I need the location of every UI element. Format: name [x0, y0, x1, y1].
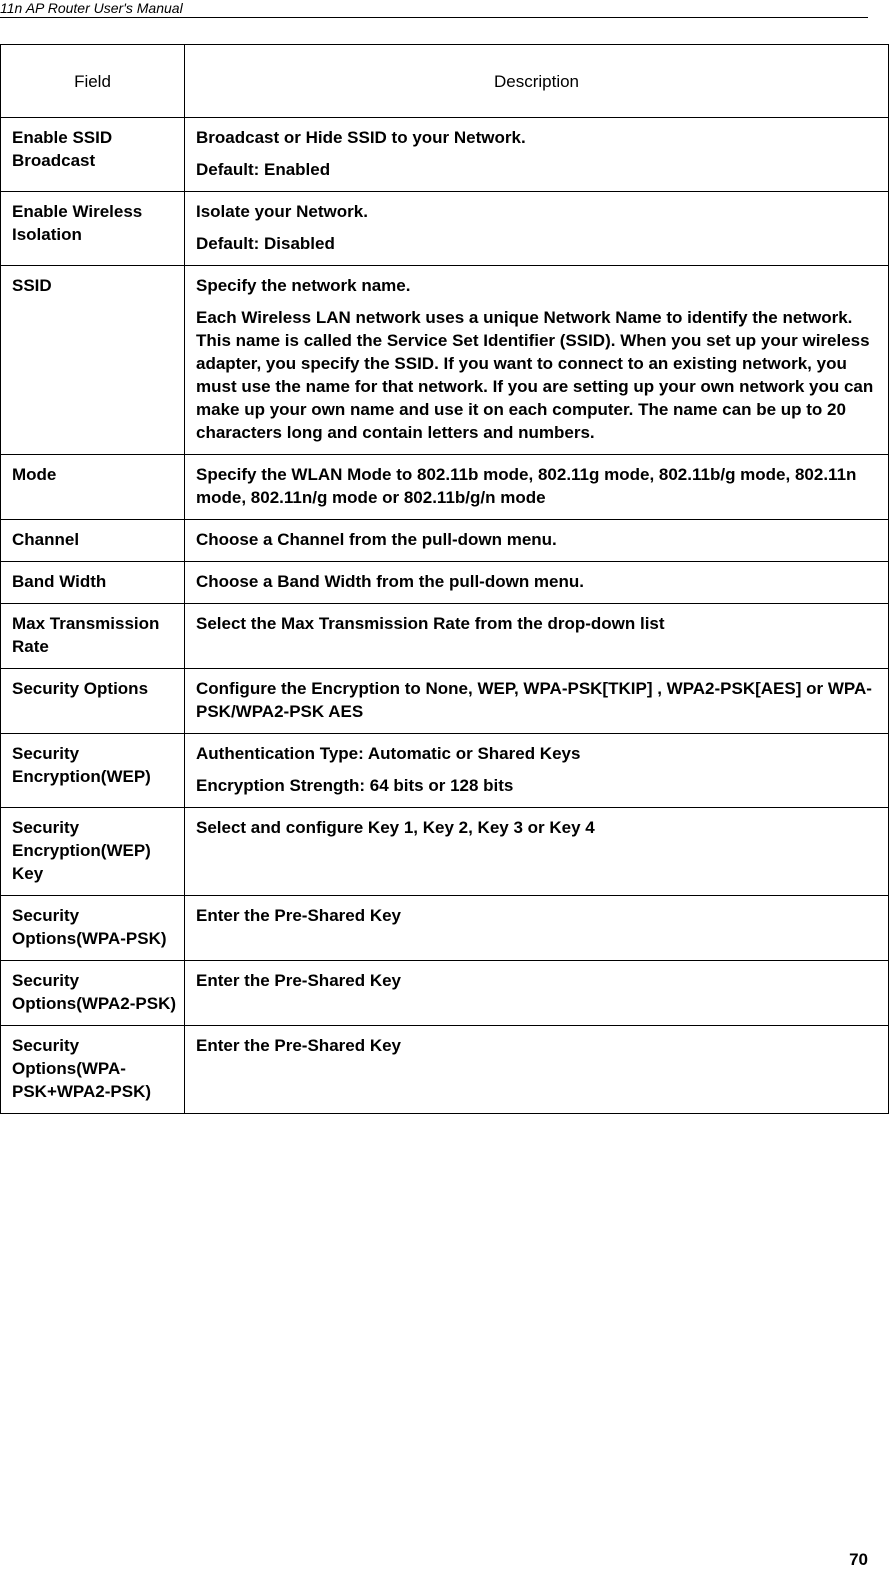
description-paragraph: Choose a Channel from the pull-down menu.: [196, 530, 557, 549]
field-description: [185, 669, 889, 734]
field-description: [185, 604, 889, 669]
table-row: [1, 455, 889, 520]
field-name: Security Encryption(WEP) Key: [1, 808, 185, 896]
field-name: Security Encryption(WEP): [1, 734, 185, 808]
description-paragraph: Enter the Pre-Shared Key: [196, 971, 402, 990]
field-description: [185, 1026, 889, 1114]
description-paragraph: Isolate your Network.: [196, 202, 368, 221]
field-description: [185, 734, 889, 808]
description-paragraph: Each Wireless LAN network uses a unique Network Name to identify the network. This name is called the Service Set Identifier (SSID). When you set up your wireless adapter, you specify the SSID. If you want to connect to an existing network, you must use the name for that network. If you are setting up your own network you can make up your own name and use it on each computer. The name can be up to 20 characters long and contain letters and numbers.: [196, 308, 874, 442]
field-description: [185, 961, 889, 1026]
table-row: [1, 896, 889, 961]
table-header-row: [1, 45, 889, 118]
table-row: [1, 118, 889, 192]
description-paragraph: Broadcast or Hide SSID to your Network.: [196, 128, 526, 147]
field-description: [185, 562, 889, 604]
description-paragraph: Default: Enabled: [196, 160, 331, 179]
table-row: [1, 266, 889, 455]
column-header-description: Description: [185, 45, 889, 118]
field-name: Mode: [1, 455, 185, 520]
description-paragraph: Choose a Band Width from the pull-down menu.: [196, 572, 584, 591]
description-paragraph: Select the Max Transmission Rate from the drop-down list: [196, 614, 665, 633]
field-name: Security Options: [1, 669, 185, 734]
description-paragraph: Encryption Strength: 64 bits or 128 bits: [196, 776, 514, 795]
table-row: [1, 520, 889, 562]
description-paragraph: Specify the network name.: [196, 276, 411, 295]
field-description: [185, 520, 889, 562]
field-description-table: [0, 44, 889, 1114]
description-paragraph: Enter the Pre-Shared Key: [196, 906, 402, 925]
table-body: [1, 118, 889, 1114]
table-row: [1, 808, 889, 896]
table-row: [1, 1026, 889, 1114]
manual-title: 11n AP Router User's Manual: [0, 0, 183, 16]
description-paragraph: Configure the Encryption to None, WEP, WPA-PSK[TKIP] , WPA2-PSK[AES] or WPA-PSK/WPA2-PSK AES: [196, 679, 872, 721]
field-description: [185, 118, 889, 192]
field-name: SSID: [1, 266, 185, 455]
table-row: [1, 192, 889, 266]
description-paragraph: Specify the WLAN Mode to 802.11b mode, 802.11g mode, 802.11b/g mode, 802.11n mode, 802.11n/g mode or 802.11b/g/n mode: [196, 465, 857, 507]
page-number: 70: [849, 1550, 868, 1569]
table-row: [1, 562, 889, 604]
description-paragraph: Enter the Pre-Shared Key: [196, 1036, 402, 1055]
column-header-field: Field: [1, 45, 185, 118]
field-description: [185, 455, 889, 520]
description-paragraph: Select and configure Key 1, Key 2, Key 3 or Key 4: [196, 818, 595, 837]
table-row: [1, 734, 889, 808]
running-header: [0, 0, 868, 18]
field-description: [185, 192, 889, 266]
field-description: [185, 266, 889, 455]
field-name: Enable SSID Broadcast: [1, 118, 185, 192]
field-name: Enable Wireless Isolation: [1, 192, 185, 266]
field-description: [185, 808, 889, 896]
field-name: Security Options(WPA2-PSK): [1, 961, 185, 1026]
table-row: [1, 604, 889, 669]
field-description: [185, 896, 889, 961]
field-name: Security Options(WPA-PSK+WPA2-PSK): [1, 1026, 185, 1114]
table-row: [1, 669, 889, 734]
description-paragraph: Authentication Type: Automatic or Shared Keys: [196, 744, 581, 763]
field-name: Band Width: [1, 562, 185, 604]
table-row: [1, 961, 889, 1026]
description-paragraph: Default: Disabled: [196, 234, 335, 253]
field-name: Max Transmission Rate: [1, 604, 185, 669]
field-name: Security Options(WPA-PSK): [1, 896, 185, 961]
field-name: Channel: [1, 520, 185, 562]
